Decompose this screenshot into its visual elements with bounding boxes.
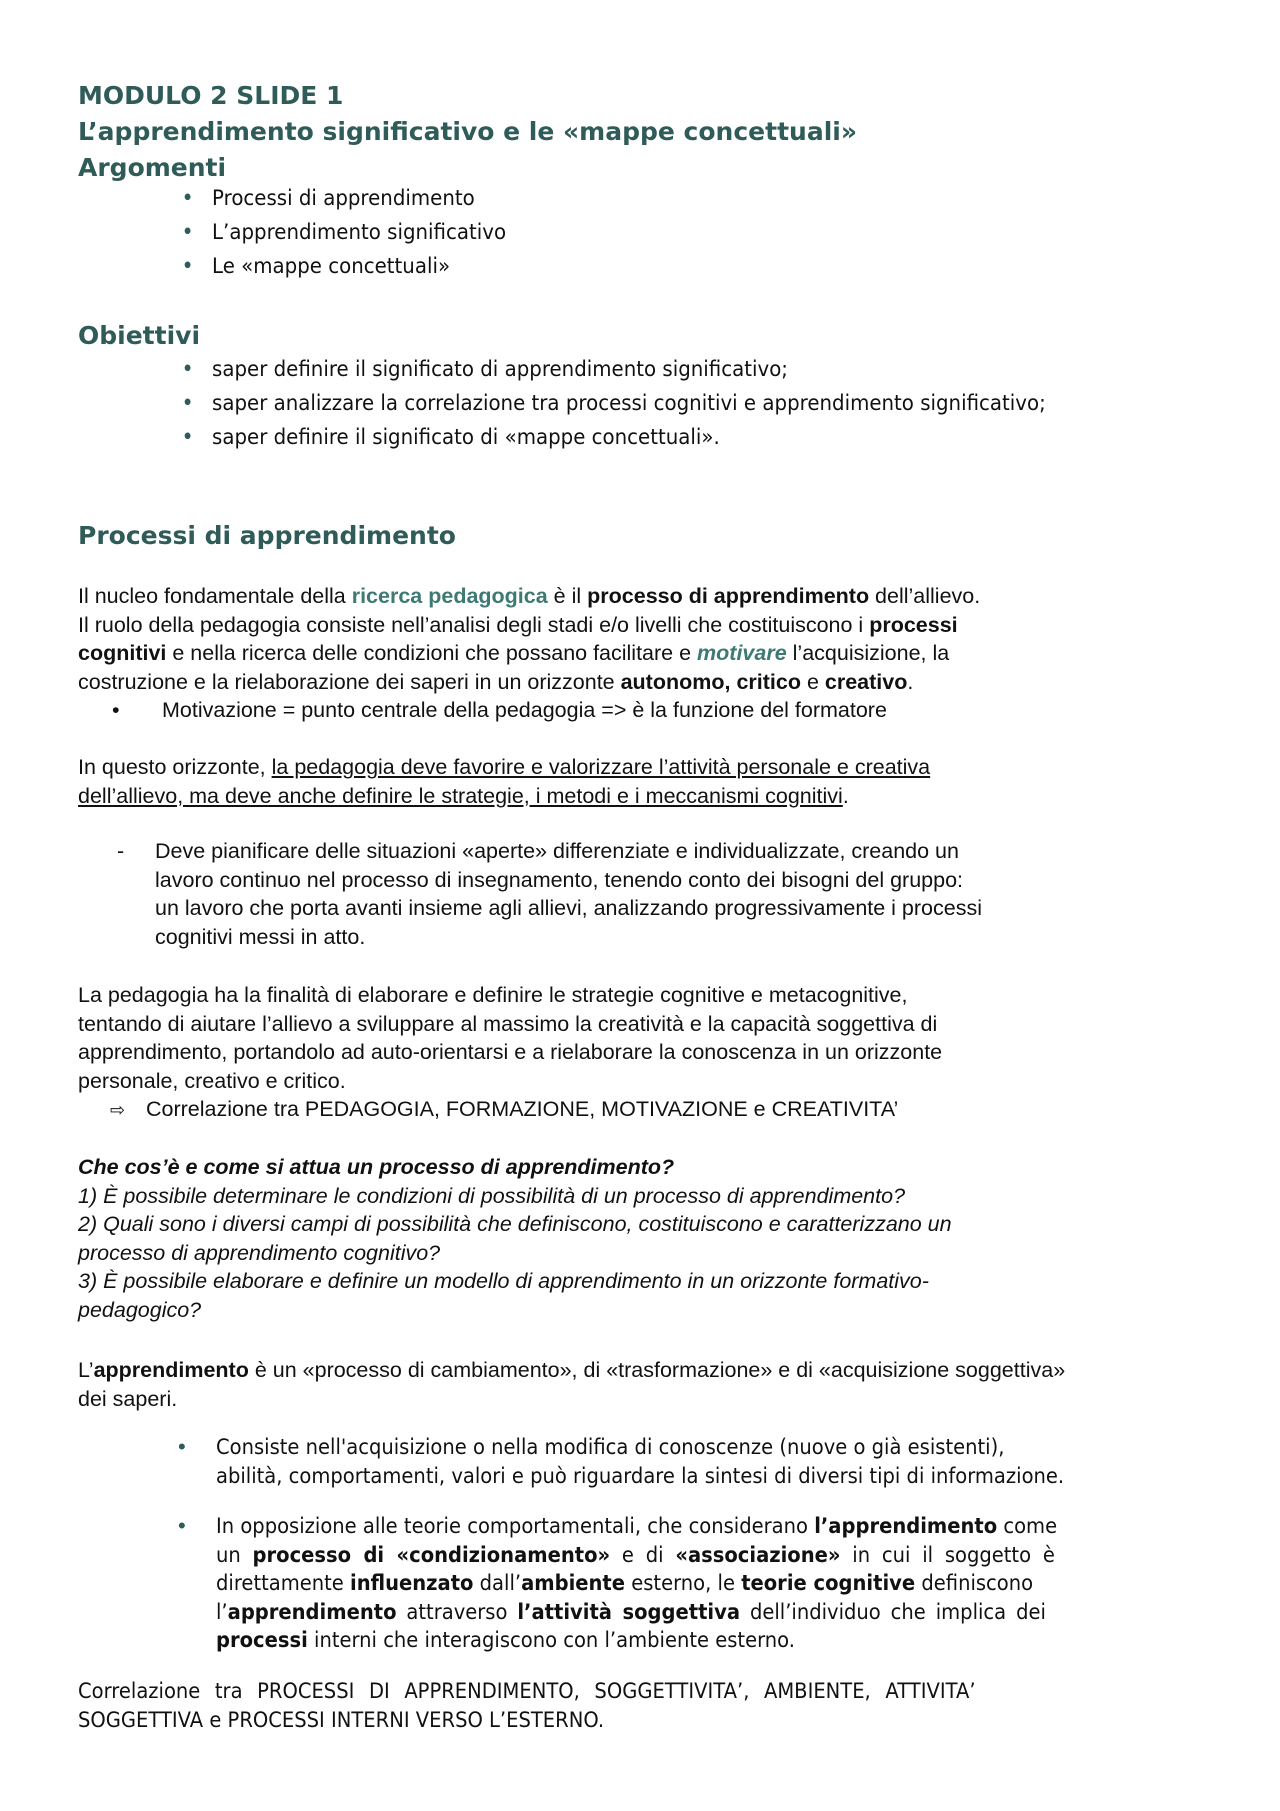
correlazione-arrow-item <box>110 1095 898 1126</box>
paragraph-line: SOGGETTIVA e PROCESSI INTERNI VERSO L’ESTERNO. <box>78 1707 605 1732</box>
paragraph-line: un lavoro che porta avanti insieme agli allievi, analizzando progressivamente i processi <box>155 896 982 920</box>
question-title: Che cos’è e come si attua un processo di apprendimento? <box>78 1155 675 1179</box>
arrow-right-icon: ⇨ <box>110 1100 126 1121</box>
paragraph-line: un processo di «condizionamento» e di «associazione» in cui il soggetto è <box>216 1542 1055 1567</box>
paragraph-line: cognitivi e nella ricerca delle condizioni che possano facilitare e motivare l’acquisizione, la <box>78 641 950 665</box>
paragraph-line: direttamente influenzato dall’ambiente esterno, le teorie cognitive definiscono <box>216 1571 1034 1595</box>
paragraph-line: La pedagogia ha la finalità di elaborare e definire le strategie cognitive e metacognitive, <box>78 983 908 1007</box>
paragraph-line: costruzione e la rielaborazione dei saperi in un orizzonte autonomo, critico e creativo. <box>78 669 914 694</box>
bullet-text: Motivazione = punto centrale della pedagogia => è la funzione del formatore <box>162 698 887 722</box>
question-line: 1) È possibile determinare le condizioni di possibilità di un processo di apprendimento? <box>78 1183 906 1208</box>
bullet-marker: • <box>112 698 120 722</box>
paragraph-line: L’apprendimento è un «processo di cambiamento», di «trasformazione» e di «acquisizione soggettiva» <box>78 1358 1066 1382</box>
module-subtitle: L’apprendimento significativo e le «mappe concettuali» <box>78 117 857 146</box>
paragraph-finalita <box>78 981 1198 1095</box>
paragraph-line: dell’allievo, ma deve anche definire le strategie, i metodi e i meccanismi cognitivi. <box>78 783 849 808</box>
list-item: • L’apprendimento significativo <box>178 216 1006 250</box>
paragraph-apprendimento <box>78 1356 1218 1413</box>
list-item: • saper definire il significato di apprendimento significativo; <box>178 353 1098 387</box>
paragraph-line: personale, creativo e critico. <box>78 1068 346 1093</box>
paragraph-line: Consiste nell'acquisizione o nella modifica di conoscenze (nuove o già esistenti), <box>216 1435 1005 1459</box>
paragraph-line: cognitivi messi in atto. <box>155 924 366 949</box>
paragraph-line: Il ruolo della pedagogia consiste nell’analisi degli stadi e/o livelli che costituiscono i processi <box>78 612 958 637</box>
paragraph-line: tentando di aiutare l’allievo a sviluppare al massimo la creatività e la capacità soggettiva di <box>78 1011 938 1036</box>
paragraph-line: In questo orizzonte, la pedagogia deve favorire e valorizzare l’attività personale e creativa <box>78 755 931 779</box>
list-item: • saper analizzare la correlazione tra processi cognitivi e apprendimento significativo; <box>178 387 1098 421</box>
question-line: processo di apprendimento cognitivo? <box>78 1240 441 1265</box>
section-heading: Processi di apprendimento <box>78 521 456 550</box>
list-item: • saper definire il significato di «mappe concettuali». <box>178 421 1098 455</box>
paragraph-line: processi interni che interagiscono con l’ambiente esterno. <box>216 1628 795 1652</box>
paragraph-orizzonte <box>78 753 1198 810</box>
question-line: 2) Quali sono i diversi campi di possibilità che definiscono, costituiscono e caratterizzano un <box>78 1212 952 1236</box>
document-header <box>78 78 857 186</box>
paragraph-line: dei saperi. <box>78 1386 178 1411</box>
paragraph-line: Deve pianificare delle situazioni «aperte» differenziate e individualizzate, creando un <box>155 839 959 863</box>
obiettivi-list <box>178 353 1178 455</box>
correlazione-final <box>78 1677 1198 1734</box>
paragraph-line: l’apprendimento attraverso l’attività soggettiva dell’individuo che implica dei <box>216 1599 1046 1624</box>
list-item: • Le «mappe concettuali» <box>178 250 1006 284</box>
paragraph-line: Correlazione tra PROCESSI DI APPRENDIMENTO, SOGGETTIVITA’, AMBIENTE, ATTIVITA’ <box>78 1679 976 1703</box>
question-line: pedagogico? <box>78 1297 202 1322</box>
dash-marker: - <box>117 839 125 863</box>
paragraph-line: Il nucleo fondamentale della ricerca pedagogica è il processo di apprendimento dell’allievo. <box>78 584 981 608</box>
bullet-marker: • <box>178 1434 186 1459</box>
list-item: • Processi di apprendimento <box>178 182 1006 216</box>
paragraph-line: apprendimento, portandolo ad auto-orientarsi e a rielaborare la conoscenza in un orizzonte <box>78 1040 943 1064</box>
questions-block <box>78 1153 1198 1324</box>
paragraph-line: lavoro continuo nel processo di insegnamento, tenendo conto dei bisogni del gruppo: <box>155 867 964 892</box>
argomenti-list <box>178 182 1078 284</box>
question-line: 3) È possibile elaborare e definire un modello di apprendimento in un orizzonte formativo- <box>78 1269 929 1293</box>
paragraph-line: In opposizione alle teorie comportamentali, che considerano l’apprendimento come <box>216 1514 1058 1538</box>
correlazione-text: Correlazione tra PEDAGOGIA, FORMAZIONE, MOTIVAZIONE e CREATIVITA’ <box>146 1097 899 1121</box>
paragraph-ricerca <box>78 582 1198 696</box>
argomenti-heading: Argomenti <box>78 153 227 182</box>
bullet-marker: • <box>178 1513 186 1538</box>
module-title: MODULO 2 SLIDE 1 <box>78 81 344 110</box>
motivazione-bullet <box>112 696 887 725</box>
obiettivi-heading: Obiettivi <box>78 321 201 350</box>
paragraph-line: abilità, comportamenti, valori e può riguardare la sintesi di diversi tipi di informazione. <box>216 1463 1065 1488</box>
